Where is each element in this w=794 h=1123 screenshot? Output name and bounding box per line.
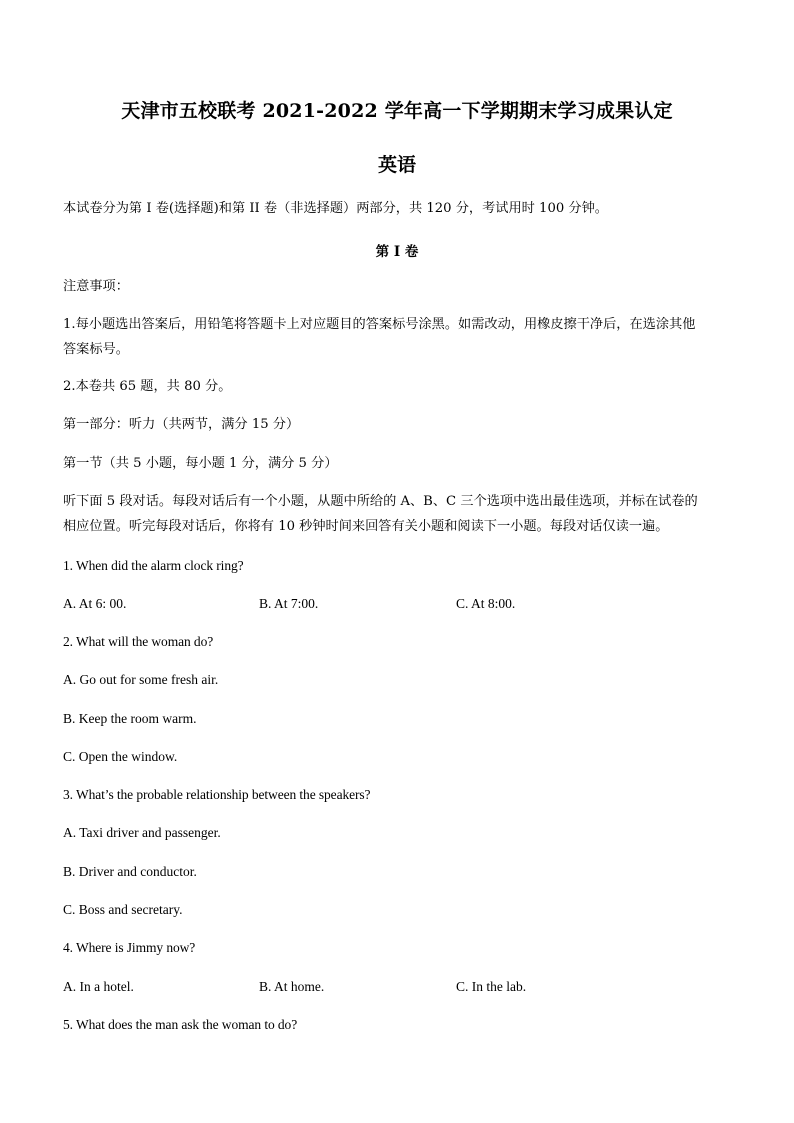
option-b: B. Driver and conductor. (63, 864, 197, 879)
directions-line-2: 相应位置。听完每段对话后，你将有 10 秒钟时间来回答有关小题和阅读下一小题。每段对话仅读一遍。 (63, 519, 669, 534)
question-stem: 1. When did the alarm clock ring? (63, 558, 244, 573)
exam-title: 天津市五校联考 2021-2022 学年高一下学期期末学习成果认定 (121, 100, 673, 122)
option-c: C. Boss and secretary. (63, 902, 183, 917)
volume-label: 第 I 卷 (375, 244, 419, 260)
option-a: A. At 6: 00. (63, 596, 127, 611)
notes-item-1-line-1: 1.每小题选出答案后，用铅笔将答题卡上对应题目的答案标号涂黑。如需改动，用橡皮擦干净后，在选涂其他 (63, 317, 696, 332)
option-a: A. Taxi driver and passenger. (63, 825, 221, 840)
option-b: B. Keep the room warm. (63, 711, 197, 726)
question-stem: 4. Where is Jimmy now? (63, 940, 196, 955)
question-stem: 2. What will the woman do? (63, 634, 214, 649)
part-1-heading: 第一部分：听力（共两节，满分 15 分） (63, 417, 300, 432)
option-c: C. In the lab. (456, 979, 527, 994)
option-a: A. Go out for some fresh air. (63, 672, 219, 687)
exam-intro: 本试卷分为第 I 卷(选择题)和第 II 卷（非选择题）两部分，共 120 分，考试用时 100 分钟。 (63, 201, 608, 216)
notes-item-1-line-2: 答案标号。 (63, 342, 129, 357)
directions-line-1: 听下面 5 段对话。每段对话后有一个小题，从题中所给的 A、B、C 三个选项中选出最佳选项，并标在试卷的 (63, 494, 698, 509)
question-stem: 3. What’s the probable relationship between the speakers? (63, 787, 371, 802)
notes-heading: 注意事项： (63, 279, 129, 294)
option-a: A. In a hotel. (63, 979, 134, 994)
question-stem: 5. What does the man ask the woman to do? (63, 1017, 298, 1032)
option-b: B. At 7:00. (259, 596, 319, 611)
option-b: B. At home. (259, 979, 325, 994)
option-c: C. Open the window. (63, 749, 178, 764)
option-c: C. At 8:00. (456, 596, 516, 611)
section-1-heading: 第一节（共 5 小题，每小题 1 分，满分 5 分） (63, 456, 338, 471)
notes-item-2: 2.本卷共 65 题，共 80 分。 (63, 379, 232, 394)
subject-title: 英语 (377, 154, 416, 176)
